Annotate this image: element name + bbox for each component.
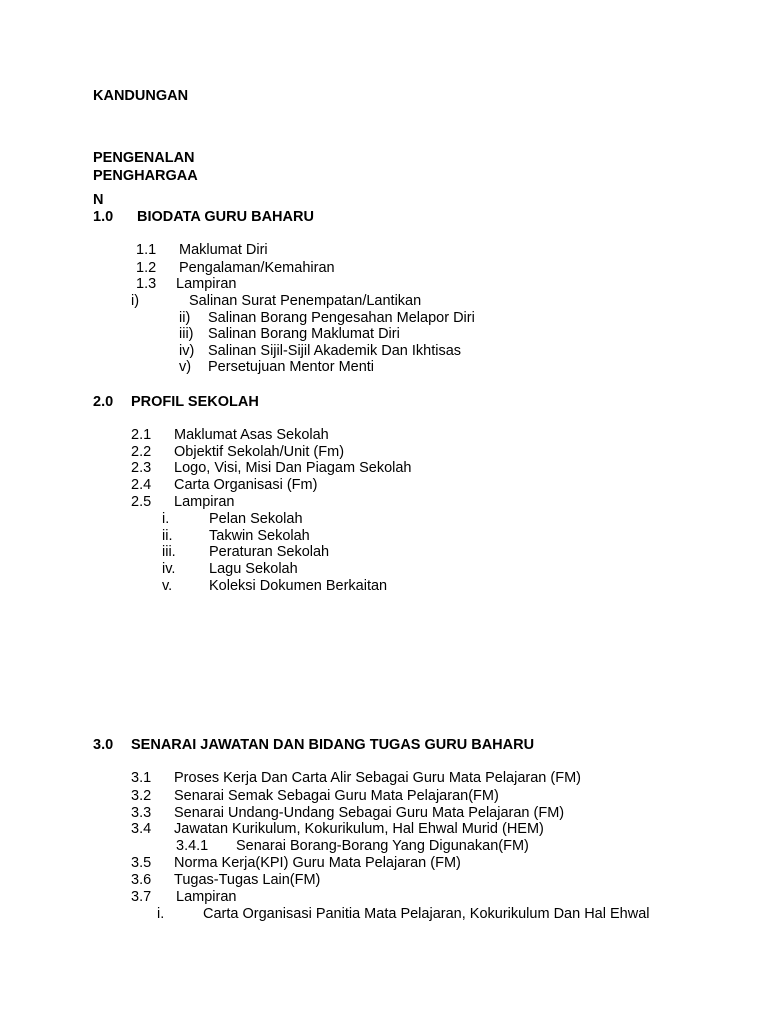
item-2-1-label: Maklumat Asas Sekolah <box>174 427 329 443</box>
item-2-3-number: 2.3 <box>131 460 152 476</box>
subitem-1-iii-label: Salinan Borang Maklumat Diri <box>208 326 400 342</box>
document-title: KANDUNGAN <box>93 88 189 104</box>
item-3-3-label: Senarai Undang-Undang Sebagai Guru Mata Pelajaran (FM) <box>174 805 565 821</box>
item-3-5-number: 3.5 <box>131 855 152 871</box>
subitem-2-iii-number: iii. <box>162 544 176 560</box>
subitem-2-iv-number: iv. <box>162 561 176 577</box>
subitem-1-v-label: Persetujuan Mentor Menti <box>208 359 375 375</box>
subitem-2-iii-label: Peraturan Sekolah <box>209 544 330 560</box>
subitem-2-i-label: Pelan Sekolah <box>209 511 303 527</box>
item-1-2-label: Pengalaman/Kemahiran <box>179 260 335 276</box>
item-3-2-label: Senarai Semak Sebagai Guru Mata Pelajaran(FM) <box>174 788 499 804</box>
item-3-5-label: Norma Kerja(KPI) Guru Mata Pelajaran (FM) <box>174 855 461 871</box>
item-1-3-label: Lampiran <box>176 276 237 292</box>
item-2-5-label: Lampiran <box>174 494 235 510</box>
item-3-7-label: Lampiran <box>176 889 237 905</box>
subitem-1-ii-number: ii) <box>179 310 191 326</box>
subitem-1-v-number: v) <box>179 359 192 375</box>
item-2-4-label: Carta Organisasi (Fm) <box>174 477 318 493</box>
item-3-4-1-number: 3.4.1 <box>176 838 209 854</box>
item-3-3-number: 3.3 <box>131 805 152 821</box>
intro-pengenalan: PENGENALAN <box>93 150 195 166</box>
item-3-1-label: Proses Kerja Dan Carta Alir Sebagai Guru Mata Pelajaran (FM) <box>174 770 581 786</box>
item-3-4-1-label: Senarai Borang-Borang Yang Digunakan(FM) <box>236 838 529 854</box>
item-1-2-number: 1.2 <box>136 260 157 276</box>
subitem-1-i-number: i) <box>131 293 140 309</box>
item-3-4-label: Jawatan Kurikulum, Kokurikulum, Hal Ehwal Murid (HEM) <box>174 821 544 837</box>
subitem-3-i-label: Carta Organisasi Panitia Mata Pelajaran, Kokurikulum Dan Hal Ehwal <box>203 906 650 922</box>
subitem-1-iv-number: iv) <box>179 343 195 359</box>
item-2-4-number: 2.4 <box>131 477 152 493</box>
subitem-1-iii-number: iii) <box>179 326 194 342</box>
item-2-5-number: 2.5 <box>131 494 152 510</box>
section-2-heading: PROFIL SEKOLAH <box>131 394 259 410</box>
item-3-6-label: Tugas-Tugas Lain(FM) <box>174 872 321 888</box>
subitem-2-iv-label: Lagu Sekolah <box>209 561 298 577</box>
intro-penghargaan-wrap: N <box>93 192 104 208</box>
item-2-2-label: Objektif Sekolah/Unit (Fm) <box>174 444 345 460</box>
item-2-3-label: Logo, Visi, Misi Dan Piagam Sekolah <box>174 460 412 476</box>
intro-penghargaan: PENGHARGAA <box>93 168 198 184</box>
item-3-7-number: 3.7 <box>131 889 152 905</box>
subitem-3-i-number: i. <box>157 906 165 922</box>
section-2-number: 2.0 <box>93 394 114 410</box>
section-3-heading: SENARAI JAWATAN DAN BIDANG TUGAS GURU BAHARU <box>131 737 535 753</box>
subitem-1-ii-label: Salinan Borang Pengesahan Melapor Diri <box>208 310 475 326</box>
subitem-2-ii-number: ii. <box>162 528 173 544</box>
item-1-1-label: Maklumat Diri <box>179 242 268 258</box>
subitem-2-i-number: i. <box>162 511 170 527</box>
item-3-2-number: 3.2 <box>131 788 152 804</box>
section-1-number: 1.0 <box>93 209 114 225</box>
item-3-6-number: 3.6 <box>131 872 152 888</box>
section-1-heading: BIODATA GURU BAHARU <box>137 209 314 225</box>
item-3-1-number: 3.1 <box>131 770 152 786</box>
item-1-3-number: 1.3 <box>136 276 157 292</box>
item-1-1-number: 1.1 <box>136 242 157 258</box>
section-3-number: 3.0 <box>93 737 114 753</box>
item-3-4-number: 3.4 <box>131 821 152 837</box>
item-2-1-number: 2.1 <box>131 427 152 443</box>
subitem-1-i-label: Salinan Surat Penempatan/Lantikan <box>189 293 422 309</box>
subitem-2-ii-label: Takwin Sekolah <box>209 528 310 544</box>
subitem-2-v-number: v. <box>162 578 173 594</box>
subitem-2-v-label: Koleksi Dokumen Berkaitan <box>209 578 388 594</box>
item-2-2-number: 2.2 <box>131 444 152 460</box>
subitem-1-iv-label: Salinan Sijil-Sijil Akademik Dan Ikhtisas <box>208 343 462 359</box>
